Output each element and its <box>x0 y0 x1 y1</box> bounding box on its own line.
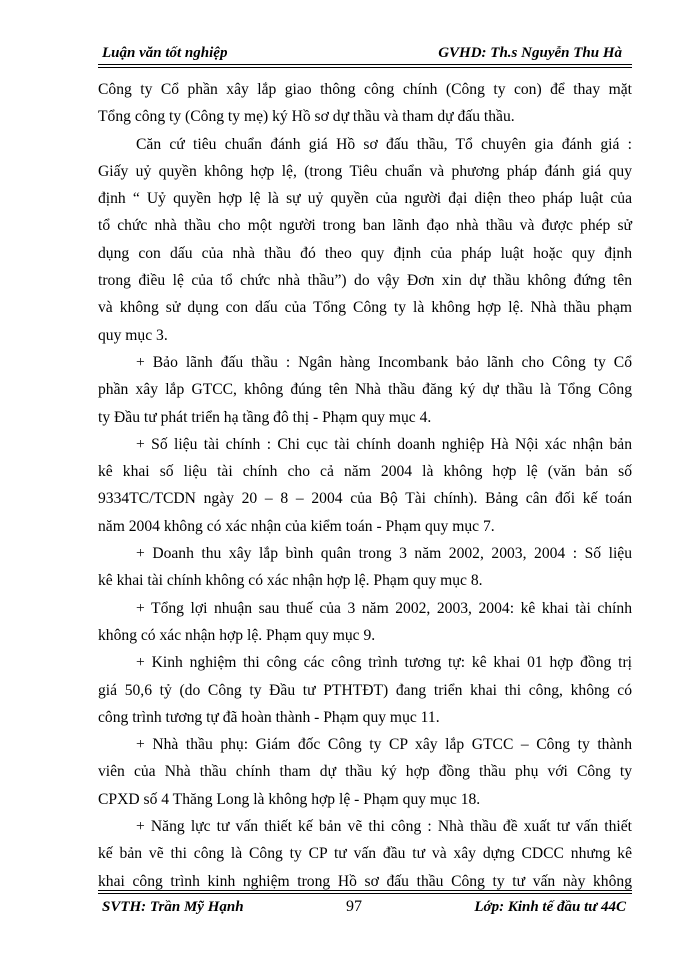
text-line: công trình tương tự đã hoàn thành - Phạm quy mục 11. <box>98 708 440 726</box>
text-line: tổ chức nhà thầu cho một người trong ban lãnh đạo nhà thầu và được phép sử <box>98 217 632 235</box>
footer-student: SVTH: Trần Mỹ Hạnh <box>102 899 244 915</box>
text-line: Căn cứ tiêu chuẩn đánh giá Hồ sơ đấu thầu, Tổ chuyên gia đánh giá : <box>136 135 632 153</box>
text-line: kê khai tài chính không có xác nhận hợp lệ. Phạm quy mục 8. <box>98 572 483 590</box>
paragraph <box>98 595 632 650</box>
paragraph <box>98 649 632 731</box>
text-line: không có xác nhận hợp lệ. Phạm quy mục 9. <box>98 626 376 644</box>
paragraph <box>98 349 632 431</box>
text-line: + Nhà thầu phụ: Giám đốc Công ty CP xây lắp GTCC – Công ty thành <box>136 736 632 754</box>
text-line: kế bản vẽ thi công là Công ty CP tư vấn đầu tư và xây dựng CDCC nhưng kê <box>98 845 632 863</box>
text-line: năm 2004 không có xác nhận của kiểm toán - Phạm quy mục 7. <box>98 517 495 535</box>
footer-class: Lớp: Kinh tế đầu tư 44C <box>474 899 626 915</box>
page-footer <box>98 896 632 918</box>
text-line: ty Đầu tư phát triển hạ tầng đô thị - Phạm quy mục 4. <box>98 408 432 426</box>
page-header <box>98 28 628 61</box>
header-advisor: GVHD: Th.s Nguyễn Thu Hà <box>438 45 622 61</box>
text-line: Giấy uỷ quyền không hợp lệ, (trong Tiêu chuẩn và phương pháp đánh giá quy <box>98 162 632 180</box>
text-line: dụng con dấu của nhà thầu đó theo quy định của pháp luật hoặc quy định <box>98 244 632 262</box>
text-line: + Doanh thu xây lắp bình quân trong 3 năm 2002, 2003, 2004 : Số liệu <box>136 545 632 563</box>
document-body <box>98 76 632 895</box>
paragraph <box>98 731 632 813</box>
paragraph <box>98 540 632 595</box>
text-line: + Kinh nghiệm thi công các công trình tương tự: kê khai 01 hợp đồng trị <box>136 654 632 672</box>
text-line: và không sử dụng con dấu của Tổng Công ty là không hợp lệ. Nhà thầu phạm <box>98 299 632 317</box>
text-line: giá 50,6 tỷ (do Công ty Đầu tư PTHTĐT) đang triển khai thi công, không có <box>98 681 632 699</box>
header-thesis-title: Luận văn tốt nghiệp <box>102 45 228 61</box>
footer-rule <box>98 890 632 894</box>
text-line: + Năng lực tư vấn thiết kế bản vẽ thi công : Nhà thầu đề xuất tư vấn thiết <box>136 818 632 836</box>
text-line: viên của Nhà thầu chính tham dự thầu ký hợp đồng thầu phụ với Công ty <box>98 763 632 781</box>
paragraph <box>98 813 632 895</box>
header-rule <box>98 64 632 68</box>
text-line: khai công trình kinh nghiệm trong Hồ sơ đấu thầu Công ty tư vấn này không <box>98 872 632 890</box>
text-line: Tổng công ty (Công ty mẹ) ký Hồ sơ dự thầu và tham dự đấu thầu. <box>98 108 515 126</box>
text-line: Công ty Cổ phần xây lắp giao thông công chính (Công ty con) để thay mặt <box>98 81 632 98</box>
paragraph <box>98 131 632 349</box>
text-line: định “ Uỷ quyền hợp lệ là sự uỷ quyền của người đại diện theo pháp luật của <box>98 190 632 208</box>
text-line: + Tổng lợi nhuận sau thuế của 3 năm 2002, 2003, 2004: kê khai tài chính <box>136 599 632 617</box>
text-line: kê khai số liệu tài chính cho cả năm 2004 là không hợp lệ (văn bản số <box>98 463 632 481</box>
text-line: + Bảo lãnh đấu thầu : Ngân hàng Incombank bảo lãnh cho Công ty Cổ <box>136 353 632 371</box>
text-line: trong điều lệ của tổ chức nhà thầu”) do vậy Đơn xin dự thầu không đứng tên <box>98 272 632 290</box>
text-line: phần xây lắp GTCC, không đúng tên Nhà thầu đăng ký dự thầu là Tổng Công <box>98 381 632 399</box>
text-line: 9334TC/TCDN ngày 20 – 8 – 2004 của Bộ Tài chính). Bảng cân đối kế toán <box>98 490 632 508</box>
text-line: quy mục 3. <box>98 326 168 344</box>
paragraph <box>98 431 632 540</box>
text-line: CPXD số 4 Thăng Long là không hợp lệ - Phạm quy mục 18. <box>98 790 481 808</box>
paragraph <box>98 76 632 131</box>
page-number: 97 <box>346 898 362 915</box>
text-line: + Số liệu tài chính : Chi cục tài chính doanh nghiệp Hà Nội xác nhận bản <box>136 435 632 453</box>
